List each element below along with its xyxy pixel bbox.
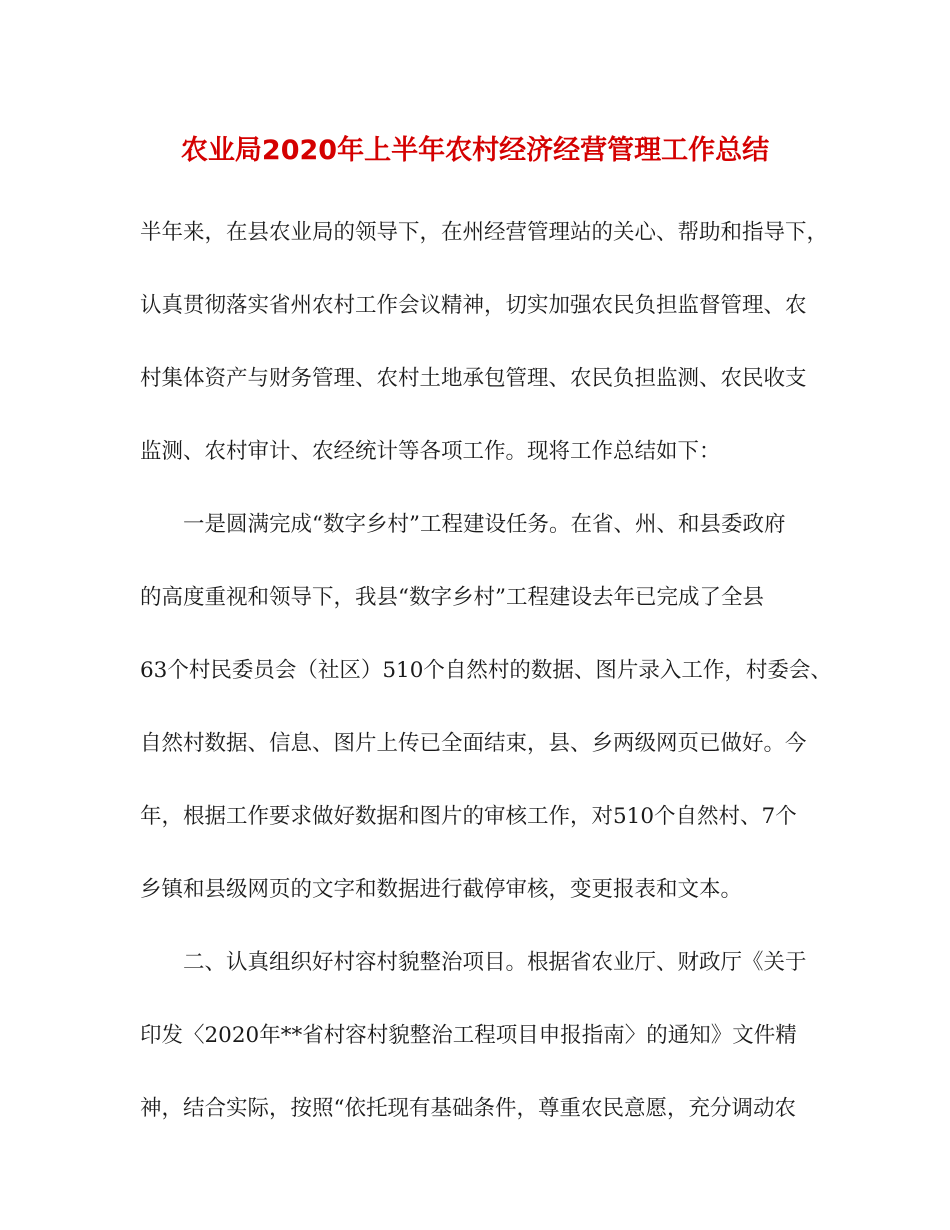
paragraph-line: 一是圆满完成“数字乡村”工程建设任务。在省、州、和县委政府 bbox=[183, 512, 786, 537]
paragraph-line: 63个村民委员会（社区）510个自然村的数据、图片录入工作，村委会、 bbox=[140, 658, 832, 683]
paragraph-line: 村集体资产与财务管理、农村土地承包管理、农民负担监测、农民收支 bbox=[140, 366, 807, 391]
paragraph-line: 二、认真组织好村容村貌整治项目。根据省农业厅、财政厅《关于 bbox=[183, 950, 807, 975]
paragraph-line: 的高度重视和领导下，我县“数字乡村”工程建设去年已完成了全县 bbox=[140, 585, 764, 610]
paragraph-line: 监测、农村审计、农经统计等各项工作。现将工作总结如下： bbox=[140, 439, 721, 464]
document-title: 农业局2020年上半年农村经济经营管理工作总结 bbox=[180, 135, 770, 166]
paragraph-line: 认真贯彻落实省州农村工作会议精神，切实加强农民负担监督管理、农 bbox=[140, 293, 807, 318]
paragraph-line: 神，结合实际，按照“依托现有基础条件，尊重农民意愿，充分调动农 bbox=[140, 1096, 796, 1121]
paragraph-line: 年，根据工作要求做好数据和图片的审核工作，对510个自然村、7个 bbox=[140, 804, 797, 829]
paragraph-line: 自然村数据、信息、图片上传已全面结束，县、乡两级网页已做好。今 bbox=[140, 731, 807, 756]
paragraph-line: 乡镇和县级网页的文字和数据进行截停审核，变更报表和文本。 bbox=[140, 877, 743, 902]
paragraph-line: 半年来，在县农业局的领导下，在州经营管理站的关心、帮助和指导下， bbox=[140, 220, 829, 245]
paragraph-line: 印发〈2020年**省村容村貌整治工程项目申报指南〉的通知》文件精 bbox=[140, 1023, 797, 1048]
